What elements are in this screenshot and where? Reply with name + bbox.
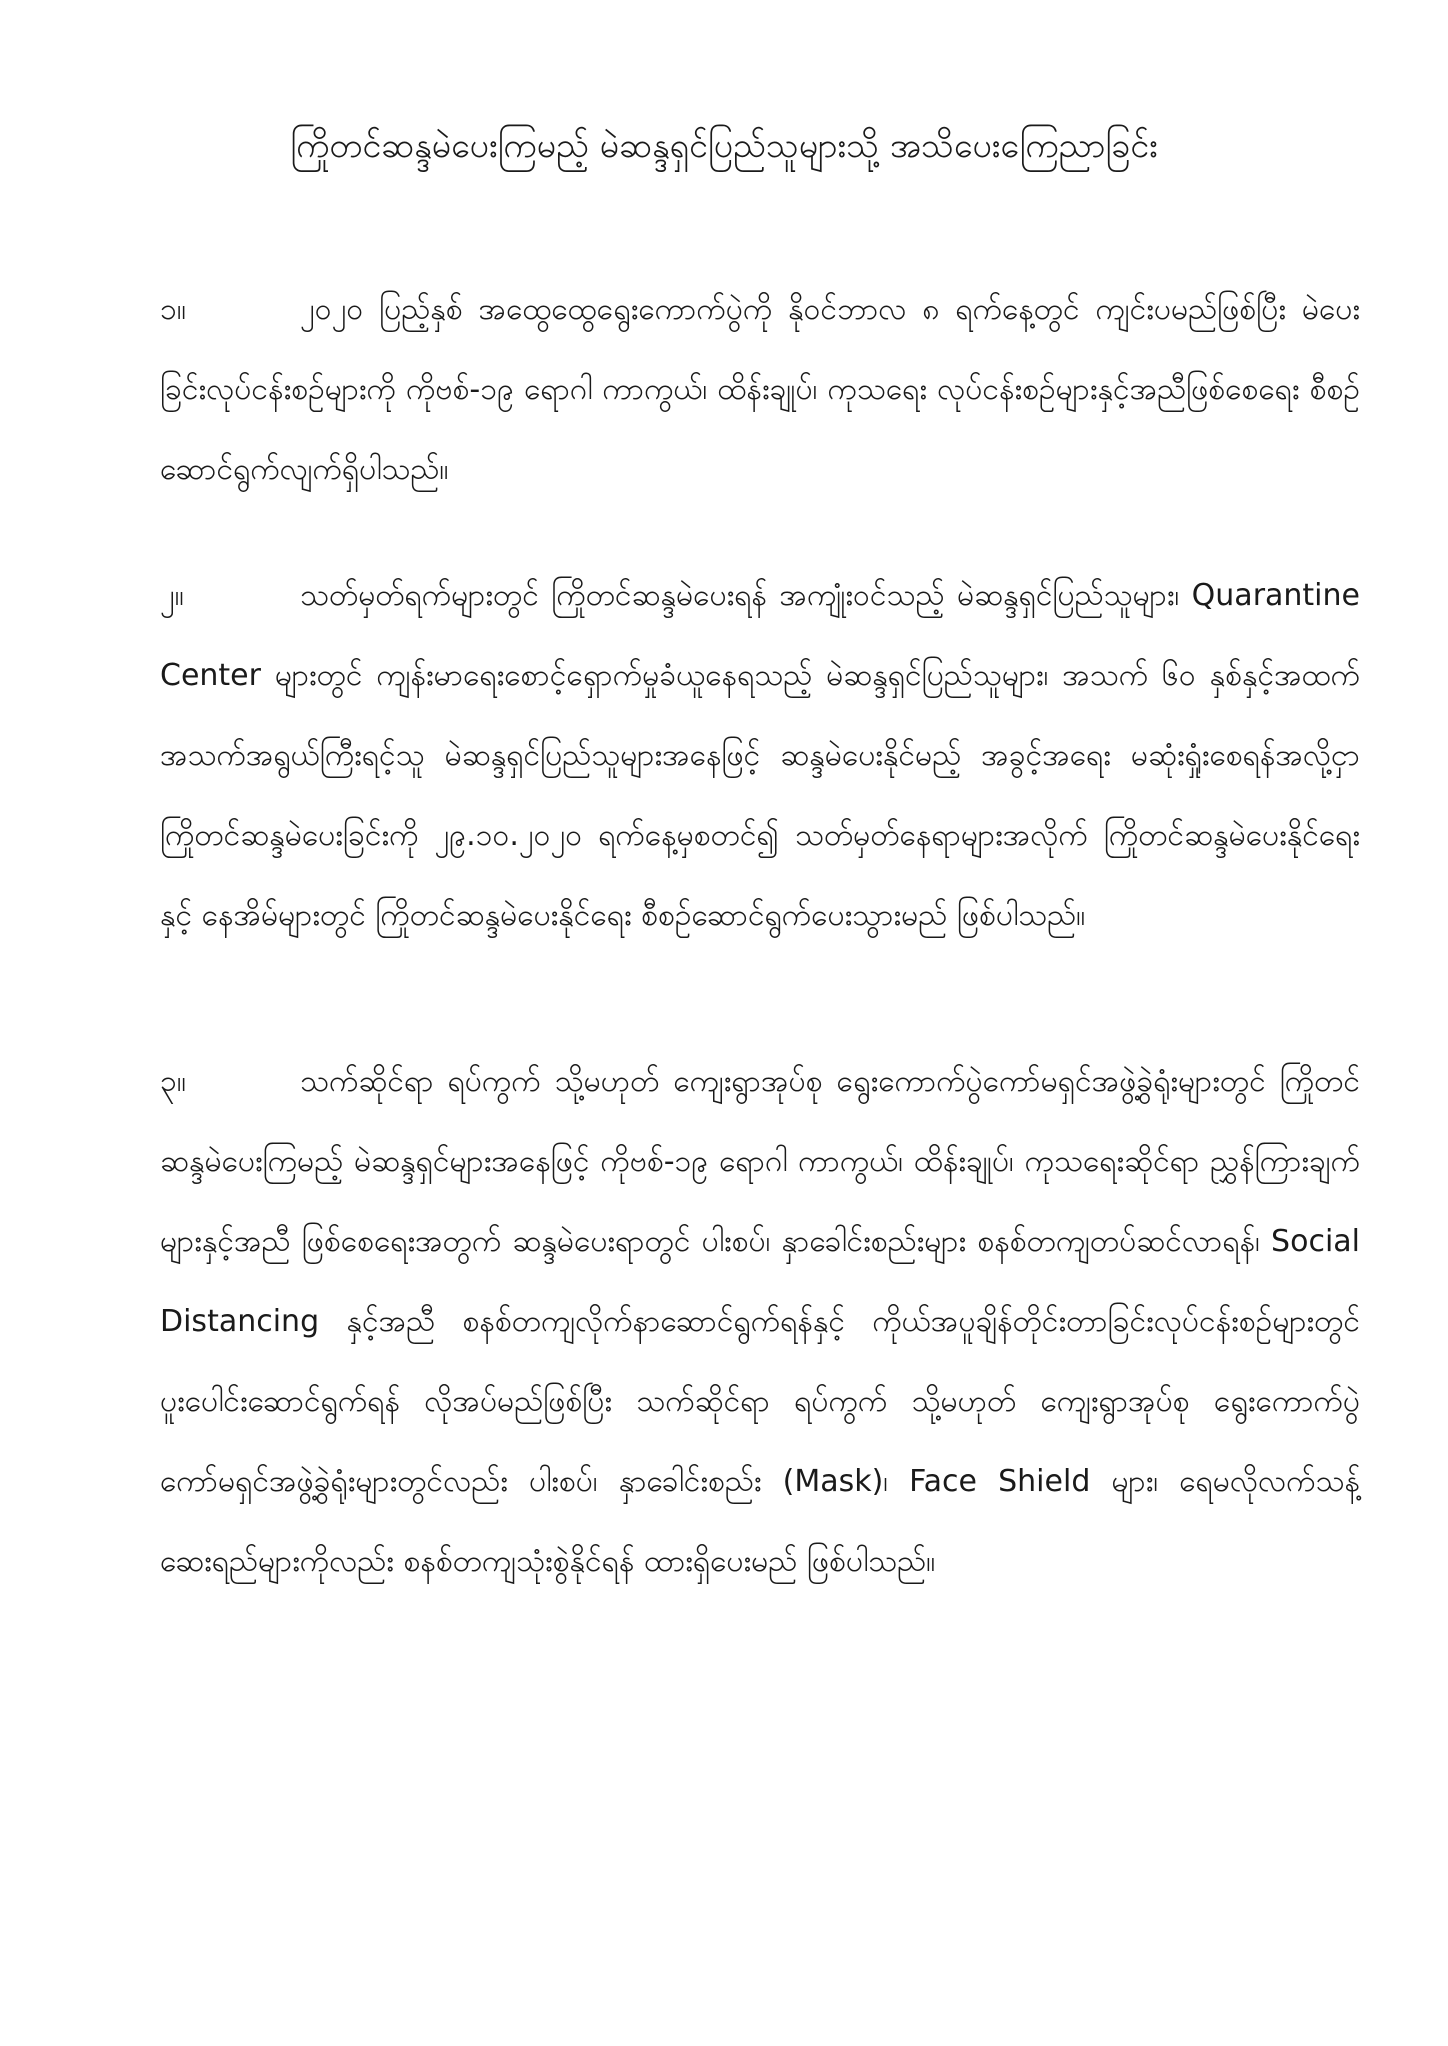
paragraph-number: ၁။: [160, 292, 186, 327]
paragraph-text: ၂၀၂၀ ပြည့်နှစ် အထွေထွေရွေးကောက်ပွဲကို နိုဝင်ဘာလ ၈ ရက်နေ့တွင် ကျင်းပမည်ဖြစ်ပြီး မဲပေးခြင်းလုပ်ငန်းစဉ်များကို ကိုဗစ်-၁၉ ရောဂါ ကာကွယ်၊ ထိန်းချုပ်၊ ကုသရေး လုပ်ငန်းစဉ်များနှင့်အညီဖြစ်စေရေး စီစဉ်ဆောင်ရွက်လျက်ရှိပါသည်။: [160, 292, 1360, 487]
paragraph-text: သတ်မှတ်ရက်များတွင် ကြိုတင်ဆန္ဒမဲပေးရန် အကျုံးဝင်သည့် မဲဆန္ဒရှင်ပြည်သူများ၊ Quarantine Center များတွင် ကျန်းမာရေးစောင့်ရှောက်မှုခံယူနေရသည့် မဲဆန္ဒရှင်ပြည်သူများ၊ အသက် ၆၀ နှစ်နှင့်အထက် အသက်အရွယ်ကြီးရင့်သူ မဲဆန္ဒရှင်ပြည်သူများအနေဖြင့် ဆန္ဒမဲပေးနိုင်မည့် အခွင့်အရေး မဆုံးရှုံးစေရန်အလို့ငှာ ကြိုတင်ဆန္ဒမဲပေးခြင်းကို ၂၉.၁၀.၂၀၂၀ ရက်နေ့မှစတင်၍ သတ်မှတ်နေရာများအလိုက် ကြိုတင်ဆန္ဒမဲပေးနိုင်ရေး နှင့် နေအိမ်များတွင် ကြိုတင်ဆန္ဒမဲပေးနိုင်ရေး စီစဉ်ဆောင်ရွက်ပေးသွားမည် ဖြစ်ပါသည်။: [160, 578, 1360, 933]
document-title: ကြိုတင်ဆန္ဒမဲပေးကြမည့် မဲဆန္ဒရှင်ပြည်သူများသို့ အသိပေးကြေညာခြင်း: [290, 126, 1158, 166]
paragraph-number: ၂။: [160, 578, 184, 613]
paragraph-text: သက်ဆိုင်ရာ ရပ်ကွက် သို့မဟုတ် ကျေးရွာအုပ်စု ရွေးကောက်ပွဲကော်မရှင်အဖွဲ့ခွဲရုံးများတွင် ကြိုတင်ဆန္ဒမဲပေးကြမည့် မဲဆန္ဒရှင်များအနေဖြင့် ကိုဗစ်-၁၉ ရောဂါ ကာကွယ်၊ ထိန်းချုပ်၊ ကုသရေးဆိုင်ရာ ညွှန်ကြားချက်များနှင့်အညီ ဖြစ်စေရေးအတွက် ဆန္ဒမဲပေးရာတွင် ပါးစပ်၊ နှာခေါင်းစည်းများ စနစ်တကျတပ်ဆင်လာရန်၊ Social Distancing နှင့်အညီ စနစ်တကျလိုက်နာဆောင်ရွက်ရန်နှင့် ကိုယ်အပူချိန်တိုင်းတာခြင်းလုပ်ငန်းစဉ်များတွင် ပူးပေါင်းဆောင်ရွက်ရန် လိုအပ်မည်ဖြစ်ပြီး သက်ဆိုင်ရာ ရပ်ကွက် သို့မဟုတ် ကျေးရွာအုပ်စု ရွေးကောက်ပွဲကော်မရှင်အဖွဲ့ခွဲရုံးများတွင်လည်း ပါးစပ်၊ နှာခေါင်းစည်း (Mask)၊ Face Shield များ၊ ရေမလိုလက်သန့်ဆေးရည်များကိုလည်း စနစ်တကျသုံးစွဲနိုင်ရန် ထားရှိပေးမည် ဖြစ်ပါသည်။: [160, 1064, 1360, 1579]
paragraph-1: [160, 270, 1360, 510]
paragraph-3: [160, 1042, 1360, 1602]
paragraph-2: [160, 556, 1360, 956]
paragraph-number: ၃။: [160, 1064, 186, 1099]
